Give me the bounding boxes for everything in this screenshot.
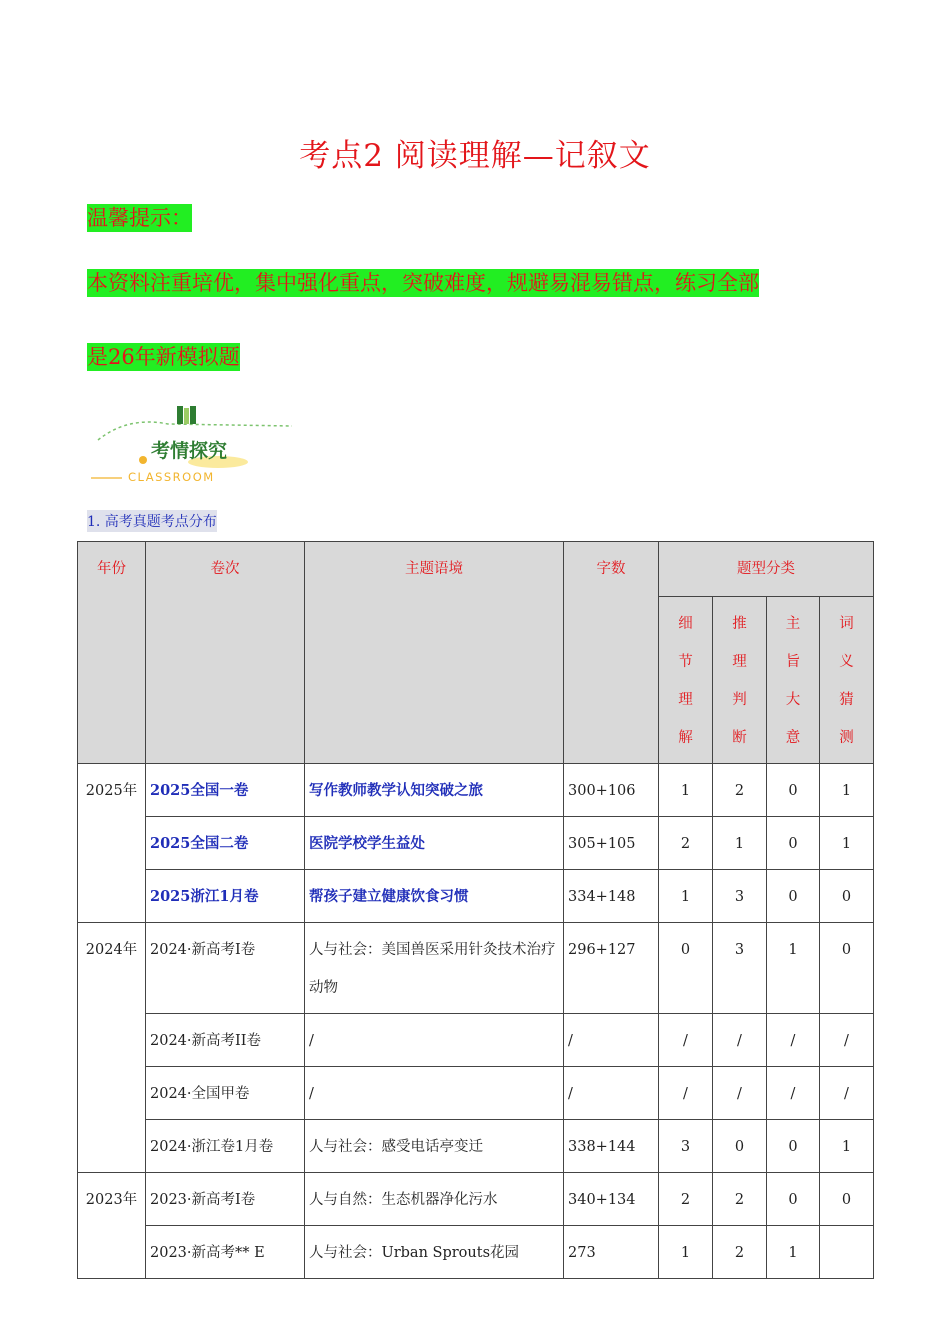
cell-count: 3 (659, 1120, 713, 1173)
cell-count: 2 (713, 764, 767, 817)
table-row (78, 1226, 874, 1279)
cell-words: 340+134 (564, 1173, 659, 1226)
cell-count: 0 (767, 870, 820, 923)
cell-paper: 2025全国二卷 (146, 817, 305, 870)
header-words: 字数 (564, 542, 659, 764)
cell-count: 2 (713, 1173, 767, 1226)
cell-paper: 2025全国一卷 (146, 764, 305, 817)
cell-count: 2 (659, 1173, 713, 1226)
cell-paper: 2024·新高考I卷 (146, 923, 305, 1014)
cell-topic: 人与自然：生态机器净化污水 (305, 1173, 564, 1226)
tip-label: 温馨提示： (87, 206, 192, 230)
cell-year: 2024年 (78, 923, 146, 1173)
cell-count: 3 (713, 923, 767, 1014)
cell-topic: 帮孩子建立健康饮食习惯 (305, 870, 564, 923)
cell-count: 0 (767, 1173, 820, 1226)
cell-topic: 人与社会：感受电话亭变迁 (305, 1120, 564, 1173)
cell-count: 1 (659, 870, 713, 923)
cell-words: 305+105 (564, 817, 659, 870)
section-title: 1. 高考真题考点分布 (87, 510, 217, 532)
cell-count: 1 (820, 764, 874, 817)
cell-count: / (767, 1014, 820, 1067)
cell-paper: 2024·浙江卷1月卷 (146, 1120, 305, 1173)
table-row (78, 1067, 874, 1120)
cell-count: 1 (659, 764, 713, 817)
logo-text: 考情探究 (151, 440, 228, 462)
cell-count: 0 (820, 923, 874, 1014)
cell-topic: 医院学校学生益处 (305, 817, 564, 870)
header-type-0: 细 节 理 解 (659, 597, 713, 764)
cell-paper: 2023·新高考** E (146, 1226, 305, 1279)
cell-count: 0 (820, 1173, 874, 1226)
cell-count: / (767, 1067, 820, 1120)
header-paper: 卷次 (146, 542, 305, 764)
header-topic: 主题语境 (305, 542, 564, 764)
cell-count: / (820, 1067, 874, 1120)
cell-words: / (564, 1067, 659, 1120)
cell-paper: 2024·全国甲卷 (146, 1067, 305, 1120)
cell-count: 1 (713, 817, 767, 870)
cell-count: 1 (820, 817, 874, 870)
cell-words: 273 (564, 1226, 659, 1279)
cell-count: 1 (659, 1226, 713, 1279)
header-question-types: 题型分类 (659, 542, 874, 597)
cell-count (820, 1226, 874, 1279)
cell-count: 0 (713, 1120, 767, 1173)
classroom-logo (88, 398, 298, 490)
tip-line-1: 本资料注重培优，集中强化重点，突破难度，规避易混易错点，练习全部 (87, 271, 759, 295)
cell-count: / (713, 1014, 767, 1067)
header-type-3: 词 义 猜 测 (820, 597, 874, 764)
table-row (78, 817, 874, 870)
cell-count: 0 (767, 764, 820, 817)
cell-count: / (659, 1014, 713, 1067)
cell-topic: / (305, 1067, 564, 1120)
cell-count: 0 (820, 870, 874, 923)
cell-count: / (820, 1014, 874, 1067)
cell-count: 2 (713, 1226, 767, 1279)
cell-words: 338+144 (564, 1120, 659, 1173)
cell-count: / (713, 1067, 767, 1120)
cell-topic: / (305, 1014, 564, 1067)
cell-year: 2023年 (78, 1173, 146, 1279)
header-type-2: 主 旨 大 意 (767, 597, 820, 764)
cell-count: / (659, 1067, 713, 1120)
cell-words: / (564, 1014, 659, 1067)
table-row (78, 764, 874, 817)
logo-subtitle: CLASSROOM (128, 470, 215, 484)
cell-words: 300+106 (564, 764, 659, 817)
table-row (78, 1014, 874, 1067)
cell-count: 2 (659, 817, 713, 870)
cell-year: 2025年 (78, 764, 146, 923)
cell-count: 3 (713, 870, 767, 923)
header-type-1: 推 理 判 断 (713, 597, 767, 764)
cell-count: 1 (767, 923, 820, 1014)
table-row (78, 1120, 874, 1173)
cell-paper: 2024·新高考II卷 (146, 1014, 305, 1067)
exam-distribution-table (77, 541, 874, 1279)
table-row (78, 1173, 874, 1226)
page-title: 考点2 阅读理解—记叙文 (299, 138, 651, 174)
cell-count: 1 (767, 1226, 820, 1279)
table-row (78, 870, 874, 923)
cell-paper: 2025浙江1月卷 (146, 870, 305, 923)
cell-count: 0 (767, 1120, 820, 1173)
tip-line-2: 是26年新模拟题 (87, 345, 240, 369)
cell-paper: 2023·新高考I卷 (146, 1173, 305, 1226)
cell-topic: 人与社会：美国兽医采用针灸技术治疗动物 (305, 923, 564, 1014)
cell-topic: 写作教师教学认知突破之旅 (305, 764, 564, 817)
cell-topic: 人与社会：Urban Sprouts花园 (305, 1226, 564, 1279)
cell-count: 0 (767, 817, 820, 870)
cell-words: 296+127 (564, 923, 659, 1014)
cell-words: 334+148 (564, 870, 659, 923)
cell-count: 0 (659, 923, 713, 1014)
table-row (78, 923, 874, 1014)
cell-count: 1 (820, 1120, 874, 1173)
header-year: 年份 (78, 542, 146, 764)
